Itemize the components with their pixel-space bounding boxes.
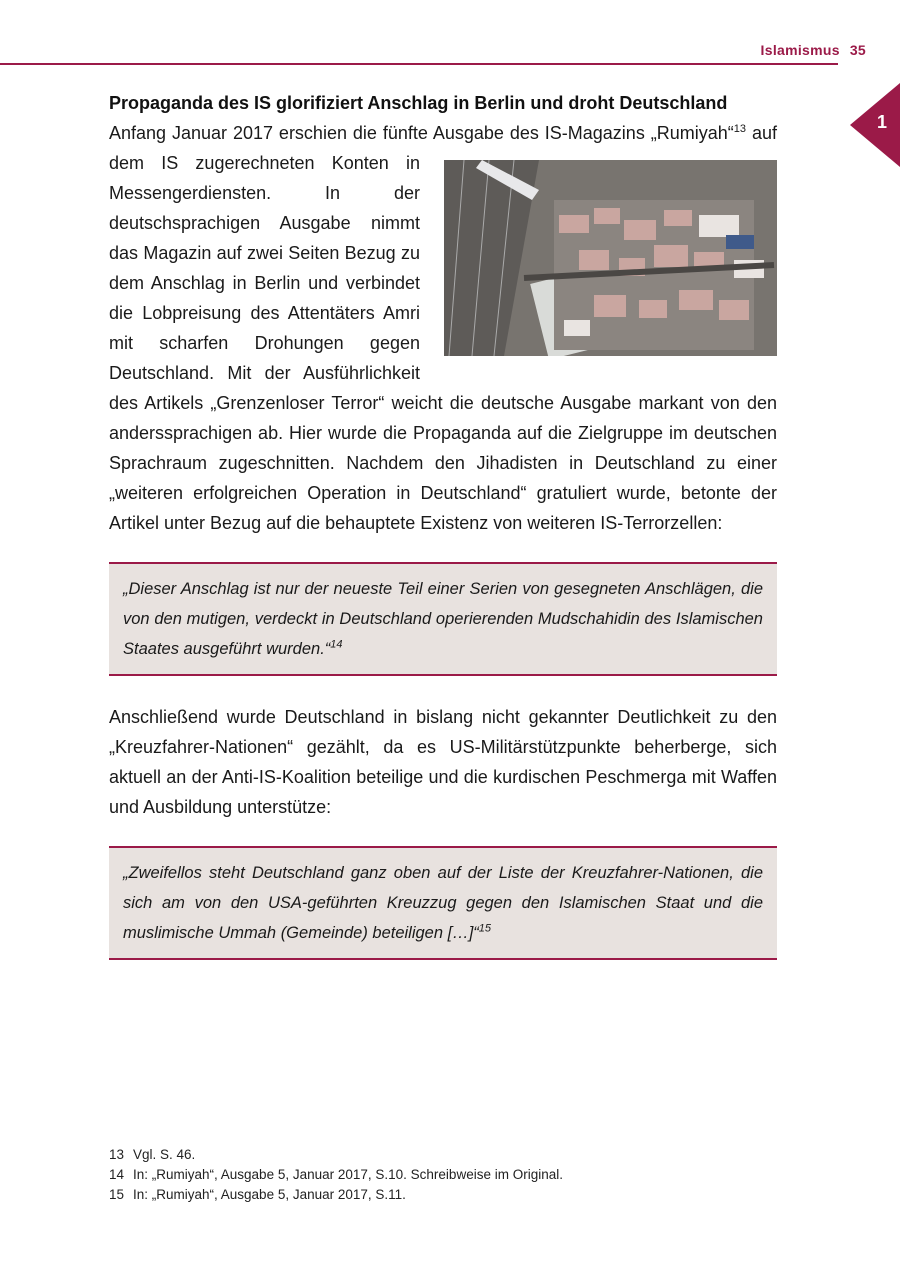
footnote-number: 14 (109, 1167, 125, 1182)
header-rule (0, 63, 838, 65)
footnote-text: In: „Rumiyah“, Ausgabe 5, Januar 2017, S.10. Schreibweise im Original. (133, 1167, 563, 1182)
second-paragraph: Anschließend wurde Deutschland in bislang nicht gekannter Deutlichkeit zu den „Kreuzfahrer-Nationen“ gezählt, da es US-Militärstützpunkte beherberge, sich aktuell an der Anti-IS-Koalition beteilige und die kurdischen Peschmerga mit Waffen und Ausbildung unterstütze: (109, 707, 777, 817)
intro-paragraph (109, 118, 777, 538)
chapter-number: 1 (876, 112, 887, 132)
section-title: Islamismus (760, 42, 840, 58)
article-heading: Propaganda des IS glorifiziert Anschlag in Berlin und droht Deutschland (109, 93, 728, 113)
article-body (109, 88, 777, 986)
quote-2-text: „Zweifellos steht Deutschland ganz oben auf der Liste der Kreuzfahrer-Nationen, die sich am von den USA-geführten Kreuzzug gegen den Islamischen Staat und die muslimische Ummah (Gemeinde) beteiligen […]“ (123, 864, 763, 942)
footnotes (109, 1145, 563, 1205)
intro-text-start: Anfang Januar 2017 erschien die fünfte Ausgabe des IS-Magazins „Rumiyah“ (109, 123, 734, 143)
quote-block-1 (109, 562, 777, 676)
footnote-15 (109, 1185, 563, 1205)
quote-block-2 (109, 846, 777, 960)
footnote-ref-15: 15 (478, 922, 492, 935)
footnote-number: 13 (109, 1147, 125, 1162)
page-number: 35 (849, 42, 866, 58)
footnote-ref-13: 13 (733, 123, 747, 135)
footnote-text: Vgl. S. 46. (133, 1147, 196, 1162)
footnote-ref-14: 14 (330, 638, 343, 651)
footnote-13 (109, 1145, 563, 1165)
quote-1-text: „Dieser Anschlag ist nur der neueste Teil einer Serien von gesegneten Anschlägen, die von den mutigen, verdeckt in Deutschland operierenden Mudschahidin des Islamischen Staates ausgeführt wurden.“ (123, 580, 763, 658)
footnote-text: In: „Rumiyah“, Ausgabe 5, Januar 2017, S.11. (133, 1187, 406, 1202)
footnote-number: 15 (109, 1187, 125, 1202)
running-header (761, 42, 866, 58)
footnote-14 (109, 1165, 563, 1185)
market-attack-photo (444, 160, 777, 356)
intro-text-continued: auf dem IS zugerechneten Konten in Messengerdiensten. In der deutschsprachigen Ausgabe nimmt das Magazin auf zwei Seiten Bezug zu dem Anschlag in Berlin und verbindet die Lobpreisung des Attentäters Amri mit scharfen Drohungen gegen Deutschland. Mit der Ausführlichkeit des Artikels „Grenzenloser Terror“ weicht die deutsche Ausgabe markant von den anderssprachigen ab. Hier wurde die Propaganda auf die Zielgruppe im deutschen Sprachraum zugeschnitten. Nachdem den Jihadisten in Deutschland zu einer „weiteren erfolgreichen Operation in Deutschland“ gratuliert wurde, betonte der Artikel unter Bezug auf die behauptete Existenz von weiteren IS-Terrorzellen: (109, 123, 777, 533)
